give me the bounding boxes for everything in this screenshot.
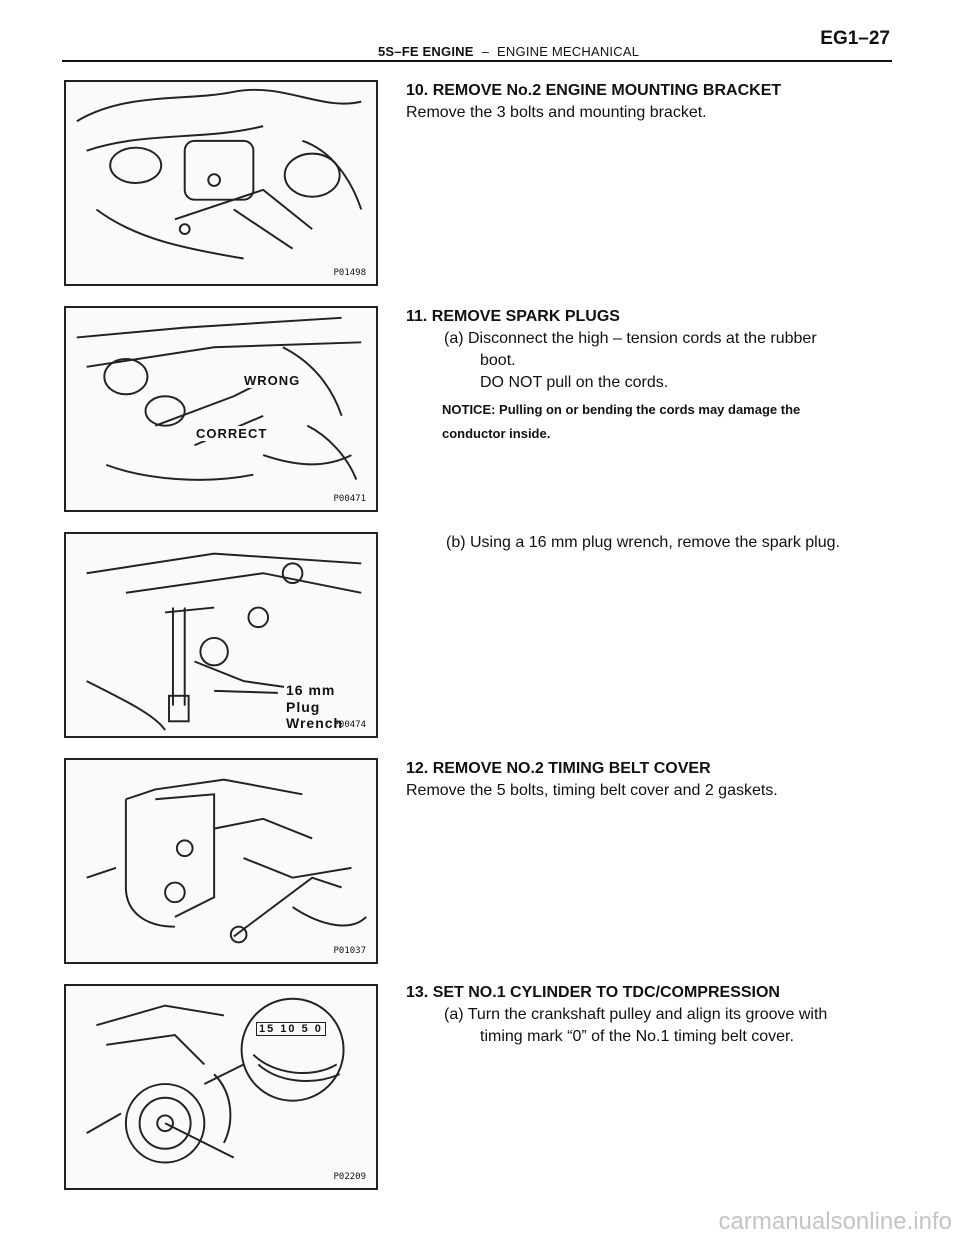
step-12 bbox=[406, 758, 906, 802]
step-13 bbox=[406, 982, 906, 1048]
watermark: carmanualsonline.info bbox=[718, 1208, 952, 1235]
step-13-title: 13. SET NO.1 CYLINDER TO TDC/COMPRESSION bbox=[406, 984, 780, 1001]
step-11a-line1: (a) Disconnect the high – tension cords at the rubber bbox=[444, 330, 817, 347]
crankshaft-pulley-illustration bbox=[66, 986, 376, 1188]
figure-timing-belt-cover bbox=[64, 758, 378, 964]
figure-spark-plug-cords bbox=[64, 306, 378, 512]
figure-code: P02209 bbox=[333, 1172, 366, 1182]
notice bbox=[406, 398, 906, 446]
notice-line2: conductor inside. bbox=[442, 426, 551, 441]
callout-timing-scale: 15 10 5 0 bbox=[256, 1022, 326, 1036]
timing-belt-cover-illustration bbox=[66, 760, 376, 962]
step-11b bbox=[446, 532, 946, 554]
figure-plug-wrench bbox=[64, 532, 378, 738]
header-dash: – bbox=[481, 44, 490, 59]
step-13a-line2: timing mark “0” of the No.1 timing belt cover. bbox=[480, 1028, 794, 1045]
step-11b-text: (b) Using a 16 mm plug wrench, remove the spark plug. bbox=[446, 534, 840, 551]
step-10 bbox=[406, 80, 906, 124]
figure-code: P01498 bbox=[333, 268, 366, 278]
step-11a-line2: boot. bbox=[480, 352, 516, 369]
step-12-text: Remove the 5 bolts, timing belt cover and 2 gaskets. bbox=[406, 782, 778, 799]
callout-plug-wrench: Plug Wrench bbox=[284, 699, 376, 731]
figure-mounting-bracket bbox=[64, 80, 378, 286]
figure-code: P00471 bbox=[333, 494, 366, 504]
spark-plug-cord-illustration bbox=[66, 308, 376, 510]
callout-correct: CORRECT bbox=[196, 426, 268, 441]
callout-wrong: WRONG bbox=[244, 373, 301, 388]
figure-crankshaft-pulley bbox=[64, 984, 378, 1190]
figure-code: P00474 bbox=[333, 720, 366, 730]
step-10-text: Remove the 3 bolts and mounting bracket. bbox=[406, 104, 707, 121]
step-11 bbox=[406, 306, 906, 446]
engine-bracket-illustration bbox=[66, 82, 376, 284]
header-divider bbox=[62, 60, 892, 62]
running-header bbox=[378, 44, 639, 59]
callout-16mm: 16 mm bbox=[286, 682, 336, 698]
notice-line1: NOTICE: Pulling on or bending the cords may damage the bbox=[442, 402, 801, 417]
subsection-name: ENGINE MECHANICAL bbox=[497, 44, 640, 59]
section-name: 5S–FE ENGINE bbox=[378, 44, 474, 59]
page-number: EG1–27 bbox=[820, 28, 890, 49]
step-13a-line1: (a) Turn the crankshaft pulley and align its groove with bbox=[444, 1006, 828, 1023]
step-10-title: 10. REMOVE No.2 ENGINE MOUNTING BRACKET bbox=[406, 82, 782, 99]
step-11a-line3: DO NOT pull on the cords. bbox=[480, 374, 669, 391]
step-12-title: 12. REMOVE NO.2 TIMING BELT COVER bbox=[406, 760, 711, 777]
step-11-title: 11. REMOVE SPARK PLUGS bbox=[406, 308, 620, 325]
figure-code: P01037 bbox=[333, 946, 366, 956]
